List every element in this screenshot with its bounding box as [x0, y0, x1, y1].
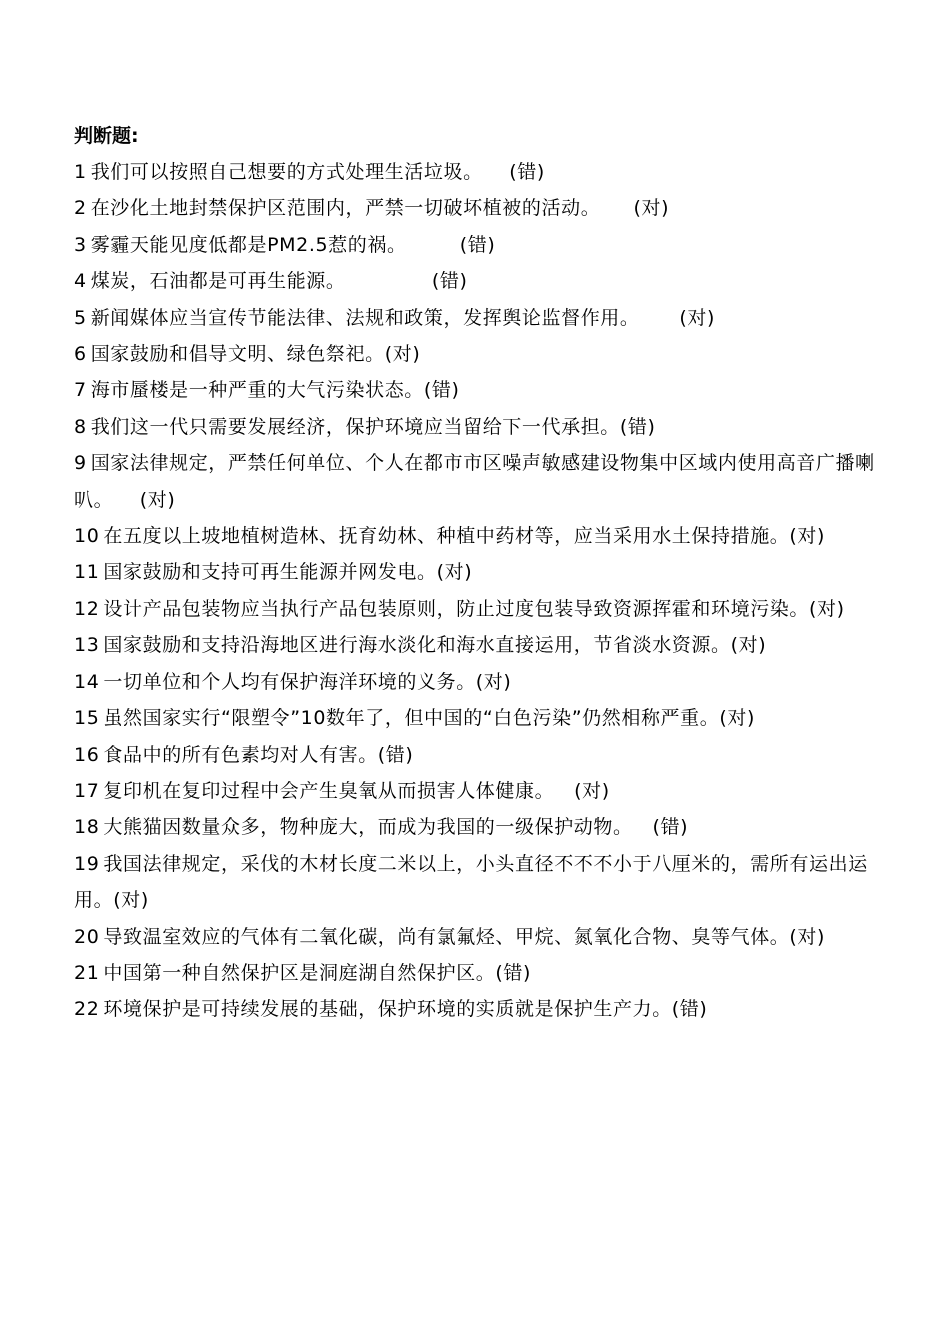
question-number: 12: [74, 597, 100, 620]
question-answer: (错): [652, 816, 689, 839]
question-number: 5: [74, 306, 87, 329]
question-text: 国家鼓励和倡导文明、绿色祭祀。: [90, 343, 385, 366]
question-text: 煤炭，石油都是可再生能源。: [90, 270, 346, 293]
question-answer: (错): [431, 270, 468, 293]
question-number: 11: [74, 561, 100, 584]
question-answer: (错): [619, 415, 656, 438]
question-number: 7: [74, 379, 87, 402]
question-item: [74, 445, 906, 518]
question-number: 16: [74, 743, 100, 766]
question-text: 环境保护是可持续发展的基础，保护环境的实质就是保护生产力。: [103, 998, 672, 1021]
question-text: 复印机在复印过程中会产生臭氧从而损害人体健康。: [103, 779, 555, 802]
question-list: [74, 154, 906, 1028]
question-item: [74, 991, 906, 1027]
question-number: 9: [74, 452, 87, 475]
answer-spacing: [113, 489, 140, 511]
question-number: 17: [74, 779, 100, 802]
question-item: [74, 919, 906, 955]
question-item: [74, 336, 906, 372]
question-answer: (对): [633, 197, 670, 220]
question-item: [74, 664, 906, 700]
question-item: [74, 627, 906, 663]
question-answer: (对): [139, 488, 176, 511]
question-item: [74, 554, 906, 590]
question-item: [74, 737, 906, 773]
question-text: 国家法律规定，严禁任何单位、个人在都市市区噪声敏感建设物集中区域内使用高音广播喇叭。: [74, 452, 875, 511]
question-item: [74, 409, 906, 445]
question-answer: (对): [436, 561, 473, 584]
question-text: 海市蜃楼是一种严重的大气污染状态。: [90, 379, 424, 402]
question-text: 我国法律规定，采伐的木材长度二米以上，小头直径不不不小于八厘米的，需所有运出运用。: [74, 852, 868, 912]
question-text: 雾霾天能见度低都是PM2.5惹的祸。: [90, 233, 407, 256]
question-answer: (对): [730, 634, 767, 657]
section-heading: 判断题:: [74, 125, 139, 147]
question-number: 4: [74, 270, 87, 293]
question-text: 在沙化土地封禁保护区范围内，严禁一切破坏植被的活动。: [90, 197, 601, 220]
question-answer: (错): [495, 961, 532, 984]
question-answer: (对): [789, 925, 826, 948]
question-number: 21: [74, 961, 100, 984]
question-number: 6: [74, 343, 87, 366]
question-text: 设计产品包装物应当执行产品包装原则，防止过度包装导致资源挥霍和环境污染。: [103, 597, 809, 620]
answer-spacing: [633, 816, 653, 838]
question-item: [74, 154, 906, 190]
question-text: 我们可以按照自己想要的方式处理生活垃圾。: [90, 161, 483, 183]
question-answer: (对): [113, 889, 149, 912]
answer-spacing: [554, 780, 574, 802]
question-answer: (对): [475, 670, 512, 693]
question-number: 22: [74, 998, 100, 1021]
question-text: 国家鼓励和支持可再生能源并网发电。: [103, 561, 437, 584]
question-item: [74, 773, 906, 809]
question-item: [74, 372, 906, 408]
question-answer: (对): [809, 597, 845, 620]
question-item: [74, 518, 906, 554]
question-item: [74, 300, 906, 336]
question-text: 我们这一代只需要发展经济，保护环境应当留给下一代承担。: [90, 415, 620, 438]
question-item: [74, 700, 906, 736]
question-text: 国家鼓励和支持沿海地区进行海水淡化和海水直接运用，节省淡水资源。: [103, 634, 731, 657]
question-item: [74, 263, 906, 299]
question-number: 19: [74, 852, 100, 875]
question-text: 一切单位和个人均有保护海洋环境的义务。: [103, 670, 476, 693]
answer-spacing: [346, 270, 432, 292]
question-item: [74, 190, 906, 226]
question-answer: (对): [679, 306, 715, 329]
question-answer: (对): [384, 343, 421, 366]
question-answer: (对): [719, 707, 755, 730]
document-page: [74, 118, 906, 1028]
question-number: 14: [74, 670, 100, 693]
question-number: 15: [74, 707, 100, 730]
question-number: 3: [74, 233, 87, 256]
answer-spacing: [640, 307, 680, 329]
question-answer: (对): [789, 525, 826, 548]
question-text: 虽然国家实行“限塑令”10数年了，但中国的“白色污染”仍然相称严重。: [103, 707, 720, 730]
question-item: [74, 227, 906, 263]
question-number: 1: [74, 161, 87, 183]
question-number: 10: [74, 525, 100, 548]
question-number: 2: [74, 197, 87, 220]
answer-spacing: [600, 197, 633, 219]
question-answer: (错): [671, 998, 708, 1021]
question-answer: (错): [423, 379, 460, 402]
question-text: 大熊猫因数量众多，物种庞大，而成为我国的一级保护动物。: [103, 816, 633, 839]
question-answer: (对): [574, 779, 610, 802]
question-number: 8: [74, 415, 87, 438]
question-answer: (错): [377, 743, 414, 766]
question-item: [74, 591, 906, 627]
question-text: 食品中的所有色素均对人有害。: [103, 743, 378, 766]
question-number: 20: [74, 925, 100, 948]
answer-spacing: [483, 161, 510, 183]
question-number: 18: [74, 816, 100, 839]
question-answer: (错): [459, 233, 496, 256]
question-item: [74, 955, 906, 991]
question-number: 13: [74, 634, 100, 657]
question-text: 中国第一种自然保护区是洞庭湖自然保护区。: [103, 961, 496, 984]
question-text: 导致温室效应的气体有二氧化碳，尚有氯氟烃、甲烷、氮氧化合物、臭等气体。: [103, 925, 790, 948]
question-item: [74, 809, 906, 845]
answer-spacing: [407, 234, 460, 256]
question-text: 新闻媒体应当宣传节能法律、法规和政策，发挥舆论监督作用。: [90, 306, 640, 329]
question-answer: (错): [509, 161, 545, 183]
question-text: 在五度以上坡地植树造林、抚育幼林、种植中药材等，应当采用水土保持措施。: [103, 525, 790, 548]
question-item: [74, 846, 906, 919]
